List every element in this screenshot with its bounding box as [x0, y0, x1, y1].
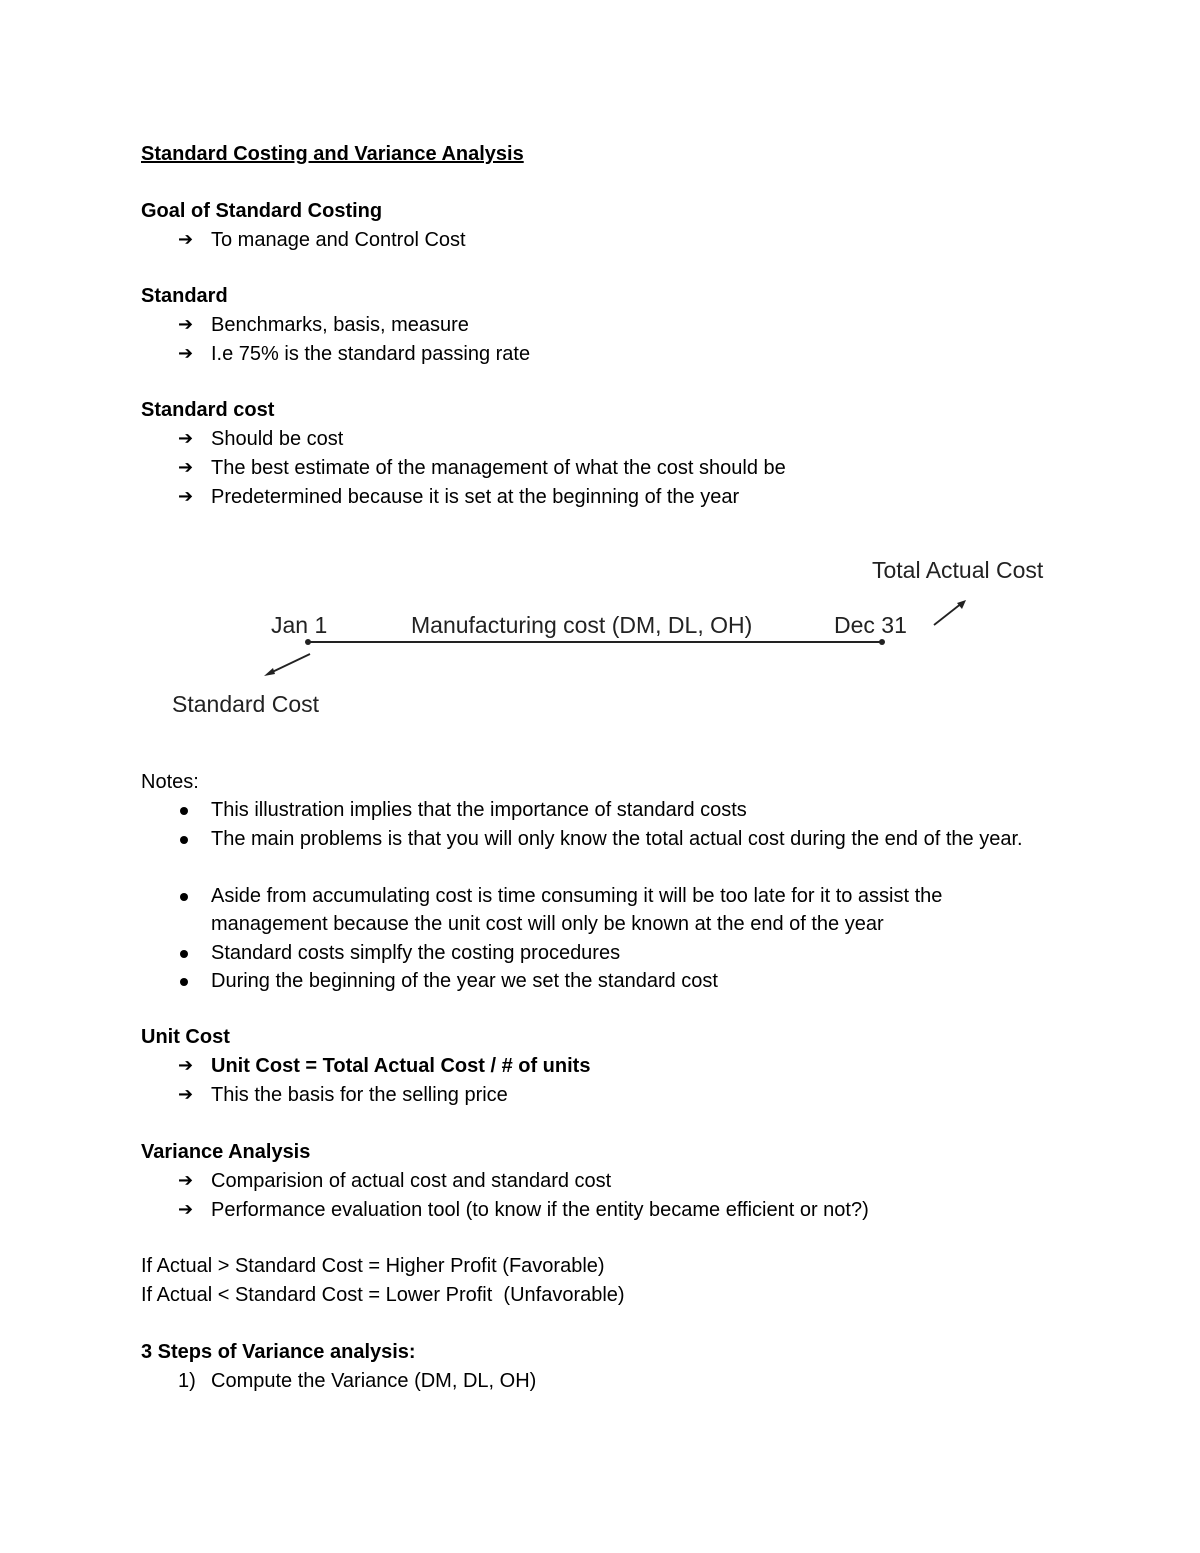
arrow-icon: ➔ — [178, 343, 194, 364]
standard-cost-item-text: Should be cost — [211, 428, 344, 450]
standard-cost-item-text: The best estimate of the management of what the cost should be — [211, 457, 786, 479]
diagram-end-label: Dec 31 — [834, 612, 907, 638]
arrow-icon: ➔ — [178, 1170, 194, 1191]
step-number: 1) — [178, 1370, 196, 1392]
unit-cost-heading: Unit Cost — [141, 1026, 230, 1048]
arrowhead-icon — [264, 668, 275, 676]
standard-item-text: I.e 75% is the standard passing rate — [211, 343, 531, 365]
diagram-middle-label: Manufacturing cost (DM, DL, OH) — [411, 612, 753, 638]
notes-heading: Notes: — [141, 771, 199, 793]
timeline-end-point — [879, 639, 885, 645]
bullet-icon — [180, 978, 188, 986]
timeline-diagram — [160, 545, 1080, 735]
standard-cost-item-text: Predetermined because it is set at the beginning of the year — [211, 486, 740, 508]
arrow-icon: ➔ — [178, 229, 194, 250]
arrowhead-icon — [957, 600, 966, 609]
arrow-icon: ➔ — [178, 1084, 194, 1105]
unit-cost-item-text: This the basis for the selling price — [211, 1084, 508, 1106]
unit-cost-formula: Unit Cost = Total Actual Cost / # of units — [211, 1055, 591, 1077]
bullet-icon — [180, 807, 188, 815]
variance-item-text: Performance evaluation tool (to know if the entity became efficient or not?) — [211, 1199, 869, 1221]
rule-unfavorable: If Actual < Standard Cost = Lower Profit (Unfavorable) — [141, 1284, 625, 1306]
arrow-icon: ➔ — [178, 428, 194, 449]
standard-item-text: Benchmarks, basis, measure — [211, 314, 469, 336]
arrow-icon: ➔ — [178, 486, 194, 507]
bullet-icon — [180, 893, 188, 901]
bullet-icon — [180, 950, 188, 958]
note-item-text: Aside from accumulating cost is time consuming it will be too late for it to assist the management because the unit cost will only be known at the end of the year — [211, 885, 943, 935]
diagram-left-label: Standard Cost — [172, 691, 320, 717]
arrow-icon: ➔ — [178, 1199, 194, 1220]
goal-item-text: To manage and Control Cost — [211, 229, 466, 251]
diagram-start-label: Jan 1 — [271, 612, 328, 638]
step-item-text: Compute the Variance (DM, DL, OH) — [211, 1370, 537, 1392]
goal-heading: Goal of Standard Costing — [141, 200, 383, 222]
diagram-right-label: Total Actual Cost — [872, 557, 1044, 583]
steps-heading: 3 Steps of Variance analysis: — [141, 1341, 416, 1363]
note-item-text: The main problems is that you will only know the total actual cost during the end of the year. — [211, 828, 1023, 850]
variance-heading: Variance Analysis — [141, 1141, 311, 1163]
note-item-text: This illustration implies that the importance of standard costs — [211, 799, 747, 821]
standard-cost-arrow — [268, 654, 310, 674]
timeline-start-point — [305, 639, 311, 645]
variance-item-text: Comparision of actual cost and standard cost — [211, 1170, 612, 1192]
standard-cost-heading: Standard cost — [141, 399, 275, 421]
page-title: Standard Costing and Variance Analysis — [141, 143, 524, 165]
arrow-icon: ➔ — [178, 1055, 194, 1076]
note-item-text: During the beginning of the year we set the standard cost — [211, 970, 718, 992]
note-item-text: Standard costs simplfy the costing procedures — [211, 942, 621, 964]
arrow-icon: ➔ — [178, 457, 194, 478]
rule-favorable: If Actual > Standard Cost = Higher Profit (Favorable) — [141, 1255, 605, 1277]
actual-cost-arrow — [934, 603, 962, 625]
standard-heading: Standard — [141, 285, 228, 307]
bullet-icon — [180, 836, 188, 844]
arrow-icon: ➔ — [178, 314, 194, 335]
